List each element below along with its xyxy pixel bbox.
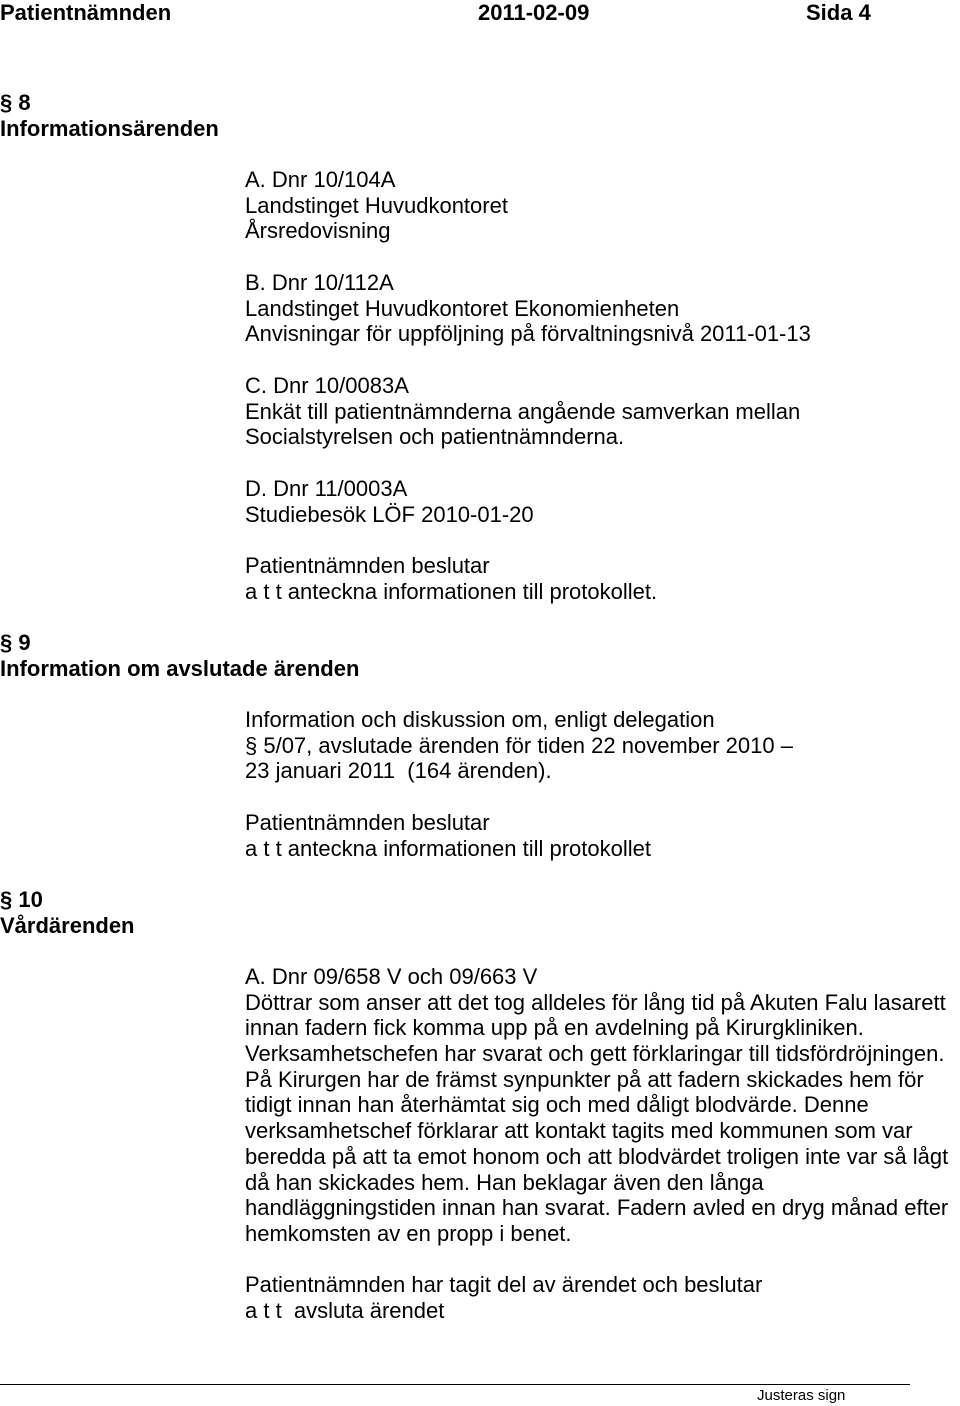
section-10-case [245,964,948,1247]
section-9-body [245,707,793,784]
body-line: beredda på att ta emot honom och att blodvärdet troligen inte var så lågt [245,1143,949,1169]
signature-line [0,1384,910,1385]
section-title: Information om avslutade ärenden [0,655,360,681]
section-8-item-b [245,270,811,347]
section-number: § 9 [0,630,31,655]
section-title: Informationsärenden [0,115,219,141]
section-8-item-d [245,476,534,527]
item-line: Socialstyrelsen och patientnämnderna. [245,424,625,450]
body-line: Verksamhetschefen har svarat och gett förklaringar till tidsfördröjningen. [245,1041,945,1067]
item-reference: D. Dnr 11/0003A [245,476,408,501]
case-reference: A. Dnr 09/658 V och 09/663 V [245,964,538,989]
item-line: Studiebesök LÖF 2010-01-20 [245,501,534,527]
body-line: Information och diskussion om, enligt delegation [245,707,715,732]
item-line: Årsredovisning [245,218,391,244]
header-organization: Patientnämnden [0,0,172,25]
body-line: § 5/07, avslutade ärenden för tiden 22 november 2010 – [245,732,793,758]
signature-label: Justeras sign [757,1387,846,1404]
item-reference: A. Dnr 10/104A [245,167,396,192]
section-title: Vårdärenden [0,912,135,938]
decision-line: Patientnämnden beslutar [245,810,490,835]
section-10-decision [245,1272,762,1323]
page-header [0,0,960,26]
section-9-heading [0,630,359,681]
decision-line: Patientnämnden beslutar [245,553,490,578]
body-line: tidigt innan han återhämtat sig och med dåligt blodvärde. Denne [245,1092,869,1118]
item-line: Enkät till patientnämnderna angående samverkan mellan [245,398,801,424]
section-10-heading [0,887,135,938]
section-8-heading [0,90,219,141]
decision-line: a t t avsluta ärendet [245,1297,445,1323]
body-line: innan fadern fick komma upp på en avdelning på Kirurgkliniken. [245,1015,864,1041]
decision-line: Patientnämnden har tagit del av ärendet och beslutar [245,1272,763,1297]
body-line: På Kirurgen har de främst synpunkter på att fadern skickades hem för [245,1066,924,1092]
decision-line: a t t anteckna informationen till protokollet [245,835,652,861]
body-line: handläggningstiden innan han svarat. Fadern avled en dryg månad efter [245,1195,949,1221]
section-9-decision [245,810,651,861]
section-8-item-c [245,373,800,450]
item-line: Anvisningar för uppföljning på förvaltningsnivå 2011-01-13 [245,321,811,347]
section-number: § 10 [0,887,43,912]
section-8-decision [245,553,657,604]
header-date: 2011-02-09 [478,0,590,25]
decision-line: a t t anteckna informationen till protokollet. [245,578,658,604]
body-line: verksamhetschef förklarar att kontakt tagits med kommunen som var [245,1118,913,1144]
body-line: då han skickades hem. Han beklagar även den långa [245,1169,764,1195]
item-reference: C. Dnr 10/0083A [245,373,409,398]
item-line: Landstinget Huvudkontoret [245,192,508,218]
section-number: § 8 [0,90,31,115]
body-line: hemkomsten av en propp i benet. [245,1220,572,1246]
body-line: 23 januari 2011 (164 ärenden). [245,758,552,784]
header-page-number: Sida 4 [806,0,871,25]
item-line: Landstinget Huvudkontoret Ekonomienheten [245,295,680,321]
body-line: Döttrar som anser att det tog alldeles för lång tid på Akuten Falu lasarett [245,989,946,1015]
item-reference: B. Dnr 10/112A [245,270,394,295]
section-8-item-a [245,167,508,244]
